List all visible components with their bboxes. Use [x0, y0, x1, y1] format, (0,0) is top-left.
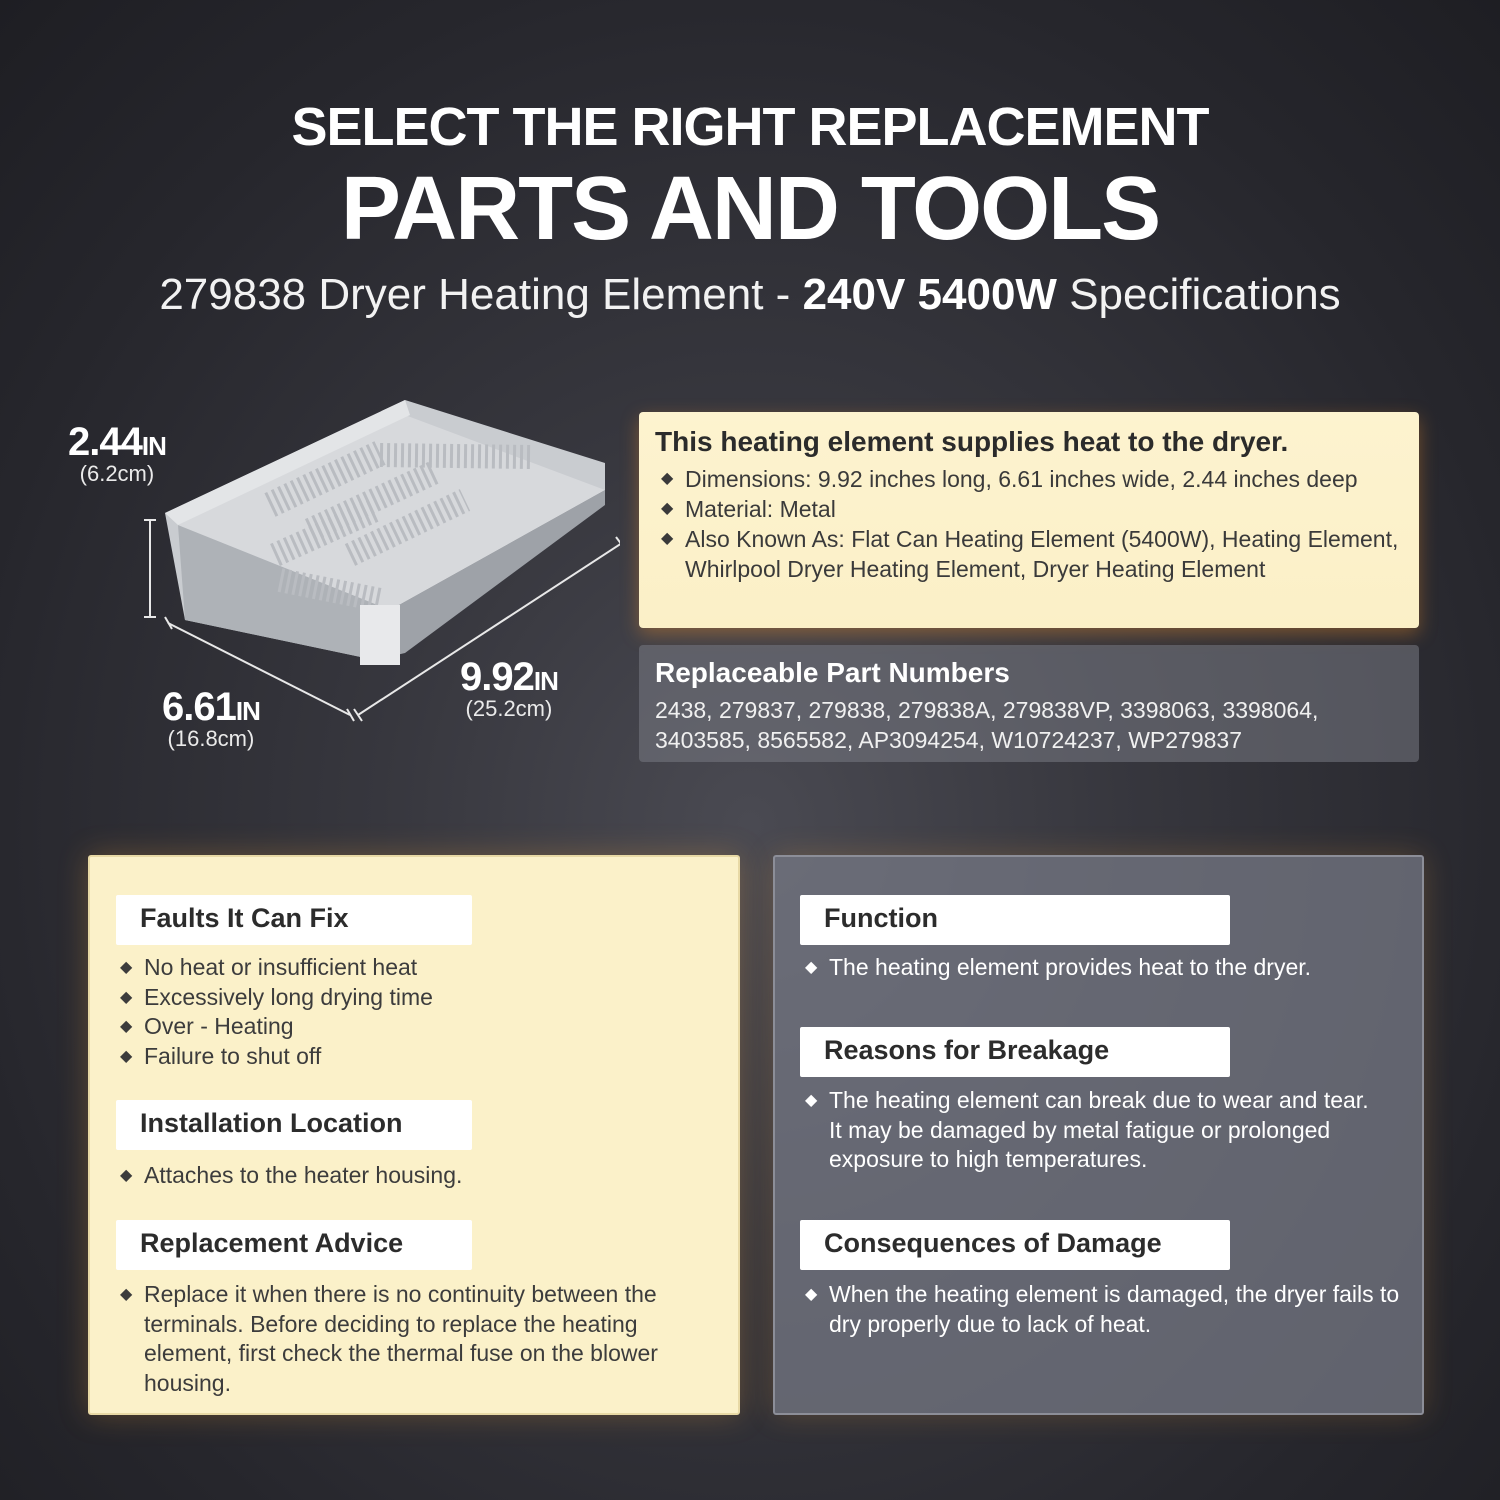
part-numbers-title: Replaceable Part Numbers — [655, 657, 1010, 688]
replacement-advice-list — [120, 1280, 705, 1398]
installation-list — [120, 1161, 720, 1191]
left-info-card — [88, 855, 740, 1415]
right-info-card — [773, 855, 1424, 1415]
width-metric: (16.8cm) — [167, 726, 255, 751]
description-list — [655, 464, 1403, 584]
list-item: ◆ Excessively long drying time — [120, 983, 720, 1013]
part-numbers-card — [639, 645, 1419, 762]
list-item: ◆ Replace it when there is no continuity between the terminals. Before deciding to replace the heating element, first check the thermal fuse on the blower housing. — [120, 1281, 658, 1396]
diamond-bullet-icon: ◆ — [661, 530, 674, 547]
length-metric: (25.2cm) — [465, 696, 553, 721]
list-item: ◆ Over - Heating — [120, 1012, 720, 1042]
diamond-bullet-icon: ◆ — [120, 1047, 133, 1065]
replacement-advice-label: Replacement Advice — [116, 1220, 472, 1270]
dimension-length — [460, 655, 558, 722]
breakage-list — [805, 1086, 1385, 1175]
diamond-bullet-icon: ◆ — [120, 988, 133, 1006]
part-numbers-list: 2438, 279837, 279838, 279838A, 279838VP, 3398063, 3398064, 3403585, 8565582, AP3094254, W10724237, WP279837 — [655, 697, 1319, 753]
list-item: ◆ Also Known As: Flat Can Heating Element (5400W), Heating Element, Whirlpool Dryer Heating Element, Dryer Heating Element — [661, 526, 1399, 582]
list-item: ◆ No heat or insufficient heat — [120, 953, 720, 983]
function-list — [805, 953, 1405, 983]
damage-label: Consequences of Damage — [800, 1220, 1230, 1270]
diamond-bullet-icon: ◆ — [120, 1167, 133, 1184]
list-item: ◆ Attaches to the heater housing. — [120, 1161, 720, 1191]
function-label: Function — [800, 895, 1230, 945]
faults-list — [120, 953, 720, 1071]
diamond-bullet-icon: ◆ — [120, 1018, 133, 1035]
length-value: 9.92 — [460, 655, 534, 699]
dimension-depth — [68, 420, 166, 487]
diamond-bullet-icon: ◆ — [805, 1092, 818, 1109]
faults-label: Faults It Can Fix — [116, 895, 472, 945]
headline-subtitle — [0, 270, 1500, 320]
installation-label: Installation Location — [116, 1100, 472, 1150]
damage-list — [805, 1280, 1405, 1339]
depth-value: 2.44 — [68, 420, 142, 464]
product-illustration — [60, 395, 620, 765]
width-value: 6.61 — [162, 685, 236, 729]
breakage-label: Reasons for Breakage — [800, 1027, 1230, 1077]
list-item: ◆ Material: Metal — [661, 496, 836, 522]
headline-line1: SELECT THE RIGHT REPLACEMENT — [291, 97, 1209, 157]
list-item: ◆ The heating element can break due to wear and tear. It may be damaged by metal fatigue or prolonged exposure to high temperatures. — [805, 1087, 1369, 1172]
list-item: ◆ When the heating element is damaged, the dryer fails to dry properly due to lack of heat. — [805, 1281, 1400, 1337]
width-unit: IN — [235, 696, 260, 726]
diamond-bullet-icon: ◆ — [661, 500, 674, 517]
depth-unit: IN — [141, 431, 166, 461]
diamond-bullet-icon: ◆ — [120, 1286, 133, 1303]
diamond-bullet-icon: ◆ — [805, 959, 818, 976]
diamond-bullet-icon: ◆ — [120, 959, 133, 976]
length-unit: IN — [533, 666, 558, 696]
subtitle-bold: 240V 5400W — [802, 270, 1057, 319]
dimension-width — [162, 685, 260, 752]
list-item: ◆ Failure to shut off — [120, 1042, 720, 1072]
description-title: This heating element supplies heat to the dryer. — [655, 426, 1289, 457]
list-item: ◆ The heating element provides heat to the dryer. — [805, 953, 1405, 983]
subtitle-suffix: Specifications — [1056, 270, 1341, 319]
subtitle-prefix: 279838 Dryer Heating Element - — [159, 270, 803, 319]
list-item: ◆ Dimensions: 9.92 inches long, 6.61 inches wide, 2.44 inches deep — [661, 466, 1358, 492]
description-card — [639, 412, 1419, 628]
headline-line2: PARTS AND TOOLS — [340, 159, 1160, 259]
depth-metric: (6.2cm) — [79, 461, 155, 486]
diamond-bullet-icon: ◆ — [661, 470, 674, 487]
diamond-bullet-icon: ◆ — [805, 1286, 818, 1303]
